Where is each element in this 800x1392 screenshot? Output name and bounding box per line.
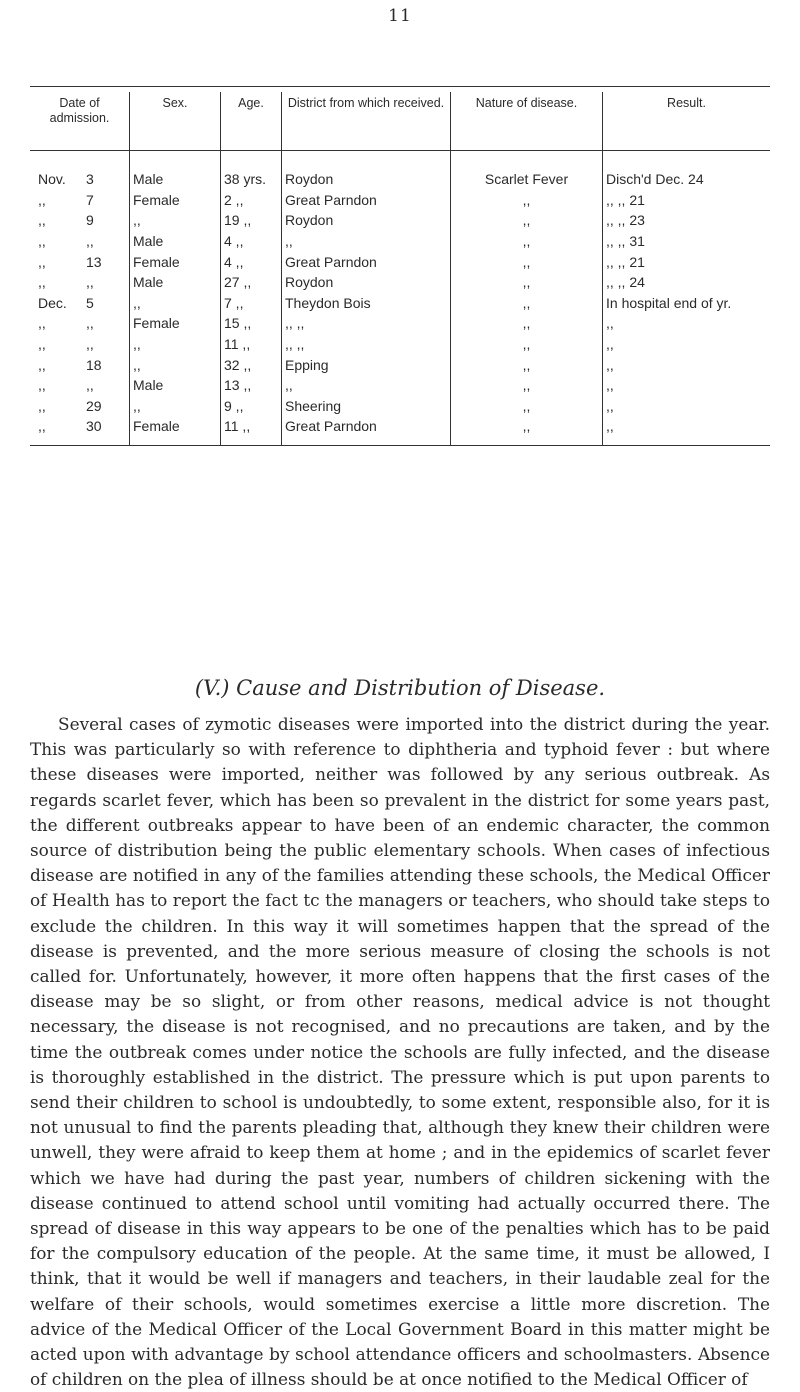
age-cell — [221, 354, 282, 375]
disease-value: ,, — [522, 336, 531, 353]
disease-value: ,, — [522, 315, 531, 332]
admission-month: ,, — [38, 233, 46, 250]
disease-value: Scarlet Fever — [484, 171, 569, 188]
header-date: Date of admission. — [30, 92, 130, 151]
table-row — [30, 396, 770, 417]
paragraph-text: Several cases of zymotic diseases were imported into the district during the year. This was particularly so with reference to diphtheria and typhoid fever : but where these diseases were imported, neither was followed by any serious outbreak. As regards scarlet fever, which has been so prevalent in the district for some years past, the different outbreaks appear to have been of an endemic character, the common source of distribution being the public elementary schools. When cases of infectious disease are notified in any of the families attending these schools, the Medical Officer of Health has to report the fact tc the managers or teachers, who should take steps to exclude the children. In this way it will sometimes happen that the spread of the disease is prevented, and the more serious measure of closing the schools is not called for. Unfortunately, however, it more often happens that the first cases of the disease may be so slight, or from other reasons, medical advice is not thought necessary, the disease is not recognised, and no precautions are taken, and by the time the outbreak comes under notice the schools are fully infected, and the disease is thoroughly established in the district. The pressure which is put upon parents to send their children to school is undoubtedly, to some extent, responsible also, for it is not unusual to find the parents pleading that, although they knew their children were unwell, they were afraid to keep them at home ; and in the epidemics of scarlet fever which we have had during the past year, numbers of children sickening with the disease continued to attend school until vomiting had actually occurred there. The spread of disease in this way appears to be one of the penalties which has to be paid for the compulsory education of the people. At the same time, it must be allowed, I think, that it would be well if managers and teachers, in their laudable zeal for the welfare of their schools, would sometimes exercise a little more discretion. The advice of the Medical Officer of the Local Government Board in this matter might be acted upon with advantage by school attendance officers and schoolmasters. Absence of children on the plea of illness should be at once notified to the Medical Officer of — [30, 714, 770, 1390]
sex-value: ,, — [133, 356, 141, 373]
district-cell — [282, 231, 451, 252]
age-value: 11 ,, — [224, 336, 251, 353]
disease-cell — [451, 293, 603, 314]
result-cell — [603, 231, 771, 252]
sex-cell — [130, 293, 221, 314]
age-value: 19 ,, — [224, 212, 252, 229]
district-value: Epping — [285, 356, 329, 373]
table-row — [30, 190, 770, 211]
disease-value: ,, — [522, 274, 531, 291]
age-cell — [221, 313, 282, 334]
admission-day: ,, — [86, 315, 94, 332]
district-cell — [282, 416, 451, 445]
date-cell — [30, 231, 130, 252]
district-value: Great Parndon — [285, 418, 377, 435]
result-value: ,, — [606, 377, 614, 394]
result-value: ,, — [606, 418, 614, 435]
disease-value: ,, — [522, 356, 531, 373]
admission-day: ,, — [86, 336, 94, 353]
result-cell — [603, 416, 771, 445]
header-district: District from which received. — [282, 92, 451, 151]
disease-value: ,, — [522, 397, 531, 414]
table-row — [30, 354, 770, 375]
sex-cell — [130, 231, 221, 252]
disease-cell — [451, 313, 603, 334]
age-value: 27 ,, — [224, 274, 252, 291]
admission-day: ,, — [86, 233, 94, 250]
disease-cell — [451, 151, 603, 190]
district-value: ,, ,, — [285, 315, 305, 332]
sex-value: Female — [133, 315, 180, 332]
result-cell — [603, 151, 771, 190]
age-value: 11 ,, — [224, 418, 251, 435]
disease-cell — [451, 416, 603, 445]
admission-day: 18 — [86, 356, 102, 373]
disease-value: ,, — [522, 377, 531, 394]
district-value: ,, — [285, 377, 293, 394]
disease-value: ,, — [522, 191, 531, 208]
sex-value: Male — [133, 233, 164, 250]
date-cell — [30, 151, 130, 190]
district-cell — [282, 151, 451, 190]
date-cell — [30, 375, 130, 396]
disease-cell — [451, 251, 603, 272]
table-row — [30, 231, 770, 252]
age-cell — [221, 375, 282, 396]
sex-cell — [130, 151, 221, 190]
admission-month: ,, — [38, 315, 46, 332]
table-row — [30, 334, 770, 355]
district-cell — [282, 396, 451, 417]
age-value: 2 ,, — [224, 191, 244, 208]
table-row — [30, 313, 770, 334]
age-cell — [221, 272, 282, 293]
result-cell — [603, 375, 771, 396]
district-value: ,, — [285, 233, 293, 250]
table-row — [30, 272, 770, 293]
age-cell — [221, 416, 282, 445]
date-cell — [30, 313, 130, 334]
result-cell — [603, 293, 771, 314]
district-value: ,, ,, — [285, 336, 305, 353]
result-value: ,, ,, 31 — [606, 233, 645, 250]
result-value: ,, — [606, 397, 614, 414]
admission-month: ,, — [38, 356, 46, 373]
district-value: Great Parndon — [285, 253, 377, 270]
date-cell — [30, 293, 130, 314]
district-value: Great Parndon — [285, 191, 377, 208]
disease-cell — [451, 354, 603, 375]
district-value: Theydon Bois — [285, 294, 371, 311]
page-number: 11 — [388, 6, 412, 26]
sex-value: Male — [133, 274, 164, 291]
section-paragraph — [30, 712, 770, 1392]
district-cell — [282, 251, 451, 272]
result-cell — [603, 313, 771, 334]
sex-cell — [130, 396, 221, 417]
table-header-row — [30, 92, 770, 151]
result-cell — [603, 396, 771, 417]
result-value: ,, ,, 23 — [606, 212, 645, 229]
age-cell — [221, 334, 282, 355]
section-title: (V.) Cause and Distribution of Disease. — [194, 676, 606, 700]
age-cell — [221, 210, 282, 231]
age-cell — [221, 396, 282, 417]
result-value: ,, ,, 21 — [606, 191, 645, 208]
disease-value: ,, — [522, 418, 531, 435]
disease-value: ,, — [522, 253, 531, 270]
district-cell — [282, 210, 451, 231]
sex-value: Female — [133, 418, 180, 435]
sex-value: Male — [133, 171, 164, 188]
age-cell — [221, 151, 282, 190]
age-value: 32 ,, — [224, 356, 252, 373]
sex-value: ,, — [133, 294, 141, 311]
result-value: In hospital end of yr. — [606, 294, 732, 311]
admission-day: 9 — [86, 212, 94, 229]
date-cell — [30, 334, 130, 355]
disease-cell — [451, 272, 603, 293]
age-value: 38 yrs. — [224, 171, 267, 188]
table-top-rule — [30, 86, 770, 87]
disease-cell — [451, 190, 603, 211]
admission-month: ,, — [38, 212, 46, 229]
table-row — [30, 151, 770, 190]
admission-month: ,, — [38, 377, 46, 394]
admission-day: 7 — [86, 191, 94, 208]
age-value: 15 ,, — [224, 315, 252, 332]
admission-month: ,, — [38, 274, 46, 291]
disease-value: ,, — [522, 212, 531, 229]
sex-cell — [130, 251, 221, 272]
result-value: ,, ,, 24 — [606, 274, 645, 291]
header-result: Result. — [603, 92, 771, 151]
district-cell — [282, 293, 451, 314]
admission-day: 29 — [86, 397, 102, 414]
admission-day: 3 — [86, 171, 94, 188]
district-cell — [282, 334, 451, 355]
sex-cell — [130, 313, 221, 334]
table-row — [30, 210, 770, 231]
disease-cell — [451, 231, 603, 252]
sex-cell — [130, 272, 221, 293]
date-cell — [30, 190, 130, 211]
admission-month: ,, — [38, 253, 46, 270]
disease-cell — [451, 396, 603, 417]
admission-day: ,, — [86, 377, 94, 394]
result-cell — [603, 334, 771, 355]
sex-value: Male — [133, 377, 164, 394]
disease-value: ,, — [522, 233, 531, 250]
table-row — [30, 375, 770, 396]
district-cell — [282, 190, 451, 211]
sex-value: Female — [133, 253, 180, 270]
sex-cell — [130, 416, 221, 445]
table-row — [30, 251, 770, 272]
disease-cell — [451, 375, 603, 396]
result-cell — [603, 251, 771, 272]
admission-day: 13 — [86, 253, 102, 270]
result-value: ,, — [606, 356, 614, 373]
result-value: ,, — [606, 336, 614, 353]
district-cell — [282, 272, 451, 293]
district-value: Roydon — [285, 274, 334, 291]
district-cell — [282, 354, 451, 375]
sex-value: ,, — [133, 336, 141, 353]
admission-day: 30 — [86, 418, 102, 435]
district-value: Roydon — [285, 212, 334, 229]
result-value: ,, — [606, 315, 614, 332]
result-cell — [603, 354, 771, 375]
district-cell — [282, 375, 451, 396]
result-cell — [603, 272, 771, 293]
result-cell — [603, 210, 771, 231]
admission-month: Dec. — [38, 294, 67, 311]
result-value: Disch'd Dec. 24 — [606, 171, 704, 188]
sex-cell — [130, 354, 221, 375]
date-cell — [30, 272, 130, 293]
district-cell — [282, 313, 451, 334]
disease-cell — [451, 334, 603, 355]
table-row — [30, 416, 770, 445]
date-cell — [30, 354, 130, 375]
table-row — [30, 293, 770, 314]
disease-cell — [451, 210, 603, 231]
sex-value: ,, — [133, 397, 141, 414]
age-cell — [221, 231, 282, 252]
sex-cell — [130, 190, 221, 211]
admission-month: ,, — [38, 336, 46, 353]
disease-value: ,, — [522, 294, 531, 311]
age-value: 9 ,, — [224, 397, 244, 414]
header-disease: Nature of disease. — [451, 92, 603, 151]
result-value: ,, ,, 21 — [606, 253, 645, 270]
admission-month: ,, — [38, 397, 46, 414]
district-value: Roydon — [285, 171, 334, 188]
admission-month: ,, — [38, 418, 46, 435]
admission-day: ,, — [86, 274, 94, 291]
age-value: 4 ,, — [224, 233, 244, 250]
date-cell — [30, 396, 130, 417]
age-cell — [221, 251, 282, 272]
district-value: Sheering — [285, 397, 342, 414]
sex-value: Female — [133, 191, 180, 208]
admissions-table — [30, 92, 770, 446]
age-cell — [221, 190, 282, 211]
admission-day: 5 — [86, 294, 94, 311]
sex-value: ,, — [133, 212, 141, 229]
date-cell — [30, 210, 130, 231]
admission-month: ,, — [38, 191, 46, 208]
age-cell — [221, 293, 282, 314]
sex-cell — [130, 375, 221, 396]
age-value: 4 ,, — [224, 253, 244, 270]
date-cell — [30, 251, 130, 272]
result-cell — [603, 190, 771, 211]
date-cell — [30, 416, 130, 445]
header-age: Age. — [221, 92, 282, 151]
admission-month: Nov. — [38, 171, 66, 188]
header-sex: Sex. — [130, 92, 221, 151]
sex-cell — [130, 210, 221, 231]
age-value: 7 ,, — [224, 294, 244, 311]
age-value: 13 ,, — [224, 377, 252, 394]
sex-cell — [130, 334, 221, 355]
